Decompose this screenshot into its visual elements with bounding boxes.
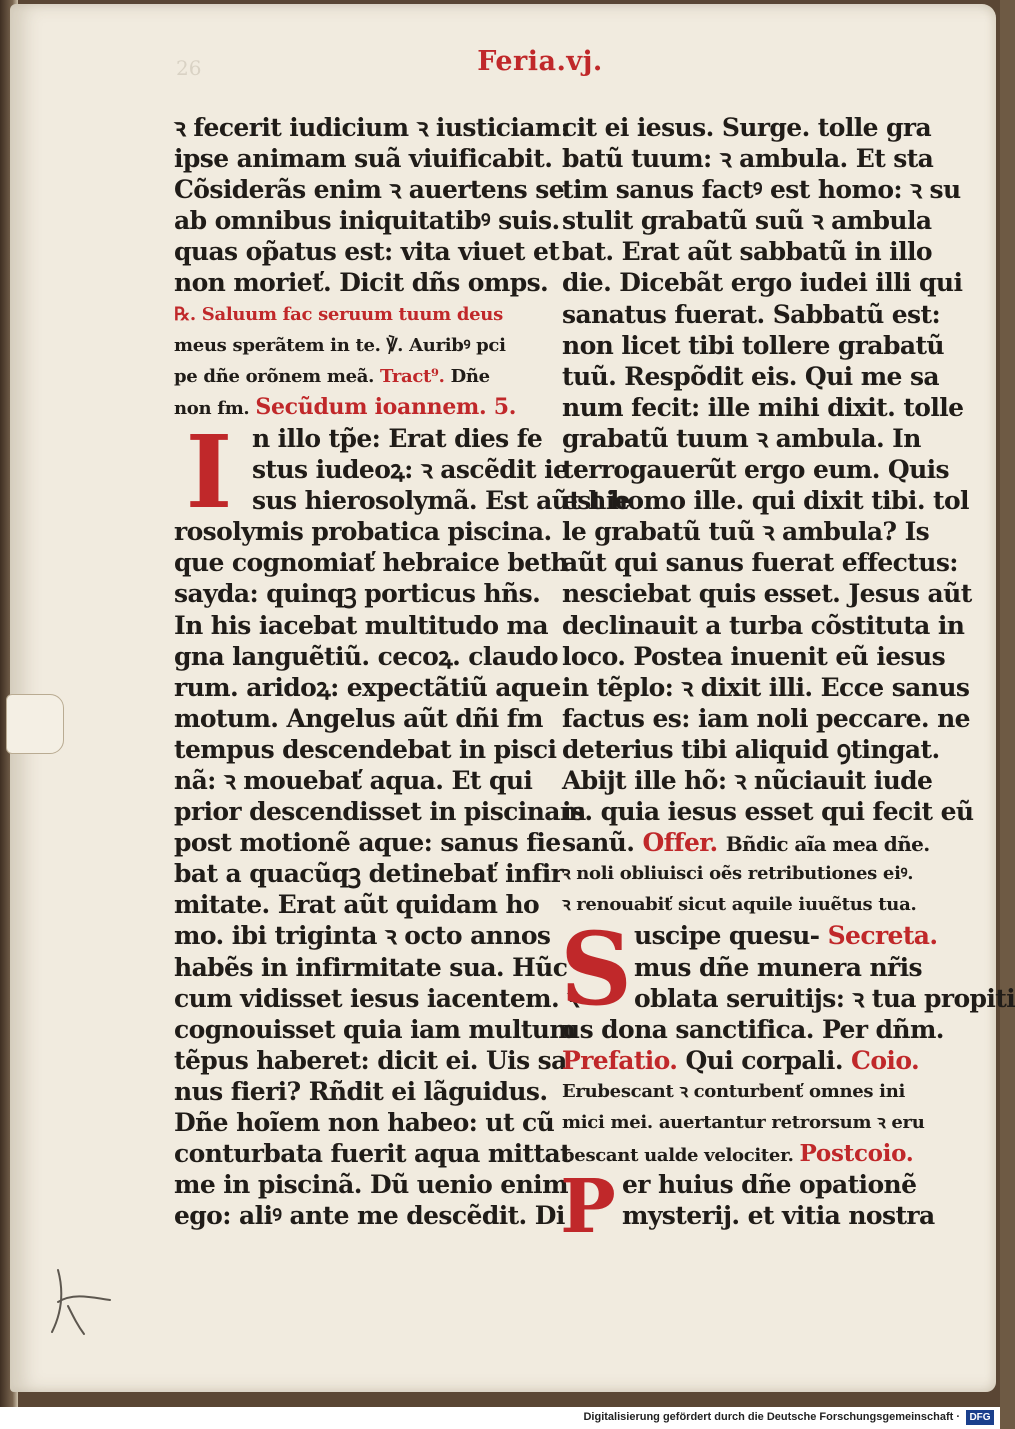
text-line: cognouisset quia iam multum [174, 1014, 576, 1044]
text-line: ab omnibus iniquitatibꝰ suis. [174, 206, 560, 236]
text-line: non licet tibi tollere grabatũ [562, 330, 944, 360]
rubric-postcommunio: Postcoio. [799, 1140, 914, 1168]
dfg-logo: DFG [966, 1410, 994, 1425]
text-line: Abijt ille hõ: ꝛ nũciauit iude [562, 765, 933, 795]
text-line [174, 299, 524, 330]
text-line: sanatus fuerat. Sabbatũ est: [562, 299, 941, 329]
text-fragment: bescant ualde velociter. [562, 1145, 794, 1167]
text-line: cit ei iesus. Surge. tolle gra [562, 113, 932, 142]
text-line: n illo tp̃e: Erat dies fe [252, 423, 543, 453]
text-line: batũ tuum: ꝛ ambula. Et sta [562, 144, 934, 174]
text-fragment: uscipe quesu- [634, 921, 820, 951]
footer-bar [0, 1407, 1000, 1429]
text-line: nã: ꝛ mouebať aqua. Et qui [174, 765, 533, 795]
text-line: mus dñe munera nr̃is [634, 952, 922, 982]
text-line: er huius dñe opationẽ [622, 1170, 917, 1200]
text-fragment: pe dñe orõnem meã. [174, 365, 375, 387]
text-line: me in piscinã. Dũ uenio enim [174, 1170, 568, 1200]
text-line: Dñe hoĩem non habeo: ut cũ [174, 1108, 555, 1137]
text-line: Cõsiderãs enim ꝛ auertens se [174, 175, 565, 205]
text-line [562, 1138, 914, 1169]
text-line [174, 392, 524, 423]
rubric-tract: Tract⁹. [380, 365, 445, 387]
text-line: in tẽplo: ꝛ dixit illi. Ecce sanus [562, 672, 970, 702]
text-fragment: Bñdic aĩa mea dñe. [725, 832, 930, 857]
text-line: tim sanus factꝰ est homo: ꝛ su [562, 175, 961, 205]
pencil-mark-annotation [44, 1262, 124, 1342]
right-text-column [560, 112, 1015, 1251]
text-line: prior descendisset in piscinam [174, 797, 586, 827]
text-line: tẽpus haberet: dicit ei. Uis sa [174, 1045, 567, 1075]
text-line: num fecit: ille mihi dixit. tolle [562, 392, 964, 422]
running-head: Feria.vj. [477, 46, 603, 77]
text-line: nus fieri? Rñdit ei lãguidus. [174, 1076, 548, 1106]
text-fragment: sanũ. [562, 828, 635, 858]
text-line: gna languẽtiũ. cecoꝝ. claudo [174, 641, 558, 671]
text-line: terrogauerũt ergo eum. Quis [562, 455, 950, 485]
text-line: ꝛ noli obliuisci oẽs retributiones eiꝰ. [562, 863, 914, 885]
red-initial-letter: S [560, 910, 633, 1029]
text-line: non morieť. Dicit dñs omps. [174, 268, 549, 298]
text-line: deterius tibi aliquid ꝯtingat. [562, 734, 940, 764]
text-line: quas op̃atus est: vita viuet et [174, 237, 560, 267]
text-line: mitate. Erat aũt quidam ho [174, 890, 540, 920]
rubric-secreta: Secreta. [827, 921, 938, 951]
text-line: ꝛ renouabiť sicut aquile iuuẽtus tua. [562, 894, 917, 916]
text-fragment: non fm. [174, 397, 250, 419]
text-line: post motionẽ aque: sanus fie [174, 828, 561, 858]
text-line: mici mei. auertantur retrorsum ꝛ eru [562, 1112, 925, 1133]
text-line: oblata seruitijs: ꝛ tua propiti [634, 983, 1015, 1013]
text-line: que cognomiať hebraice beth [174, 548, 569, 578]
text-line: motum. Angelus aũt dñi fm [174, 703, 543, 733]
text-line: Erubescant ꝛ conturbenť omnes ini [562, 1080, 906, 1102]
text-line: le grabatũ tuũ ꝛ ambula? Is [562, 517, 930, 547]
gospel-block [174, 412, 631, 531]
text-line: habẽs in infirmitate sua. Hũc [174, 952, 568, 982]
text-line: In his iacebat multitudo ma [174, 610, 548, 640]
text-line: conturbata fuerit aqua mittat [174, 1139, 572, 1169]
text-line [562, 827, 930, 858]
text-line: est homo ille. qui dixit tibi. tol [562, 486, 969, 516]
text-line: ego: aliꝰ ante me descẽdit. Di [174, 1201, 565, 1231]
text-line [562, 1045, 920, 1076]
rubric-prefatio: Prefatio. [562, 1045, 678, 1075]
text-line: grabatũ tuum ꝛ ambula. In [562, 423, 921, 453]
text-line: us dona sanctifica. Per dñm. [562, 1014, 944, 1044]
text-line: stus iudeoꝝ: ꝛ ascẽdit ie [252, 455, 569, 485]
postcommunio-block [560, 1164, 935, 1251]
rubric-communio: Coio. [851, 1045, 920, 1075]
red-initial-letter: P [560, 1164, 616, 1251]
text-line: factus es: iam noli peccare. ne [562, 703, 970, 733]
text-line: meus sperãtem in te. ℣. Auribꝰ pci [174, 334, 506, 356]
text-line: loco. Postea inuenit eũ iesus [562, 641, 946, 671]
text-line: cum vidisset iesus iacentem. ꝛ [174, 983, 579, 1013]
text-line: sayda: quinqꝫ porticus hñs. [174, 579, 541, 609]
folio-number: 26 [176, 56, 202, 80]
text-line: bat a quacũqꝫ detinebať infir [174, 859, 564, 889]
text-line: tempus descendebat in pisci [174, 734, 557, 764]
page-tab-marker [6, 694, 64, 754]
rubric-offertory: Offer. [642, 828, 718, 858]
red-initial-letter: I [185, 412, 233, 531]
text-line: mysterij. et vitia nostra [622, 1201, 935, 1231]
text-line: die. Dicebãt ergo iudei illi qui [562, 268, 963, 298]
text-fragment: Dñe [450, 365, 490, 387]
text-line: stulit grabatũ suũ ꝛ ambula [562, 206, 932, 236]
text-line: declinauit a turba cõstituta in [562, 610, 965, 640]
rubric-gospel-heading: Secũdum ioannem. 5. [255, 393, 517, 420]
rubric-text: ℞. Saluum fac seruum tuum deus [174, 303, 503, 325]
text-line [174, 361, 524, 392]
text-line: sus hierosolymã. Est aũt hie [252, 486, 631, 516]
text-fragment: Qui corpali. [685, 1045, 843, 1075]
text-line: rum. aridoꝝ: expectãtiũ aque [174, 672, 561, 702]
text-line: rosolymis probatica piscina. [174, 517, 552, 547]
text-line: is. quia iesus esset qui fecit eũ [562, 797, 974, 827]
text-line: tuũ. Respõdit eis. Qui me sa [562, 361, 940, 391]
text-line: ipse animam suã viuificabit. [174, 144, 553, 174]
text-line: nesciebat quis esset. Jesus aũt [562, 579, 972, 609]
text-line: mo. ibi triginta ꝛ octo annos [174, 921, 551, 951]
text-line: bat. Erat aũt sabbatũ in illo [562, 237, 932, 267]
footer-credit: Digitalisierung gefördert durch die Deutsche Forschungsgemeinschaft · [583, 1411, 960, 1423]
text-line: ꝛ fecerit iudicium ꝛ iusticiam: [174, 113, 570, 142]
text-line: aũt qui sanus fuerat effectus: [562, 548, 958, 578]
